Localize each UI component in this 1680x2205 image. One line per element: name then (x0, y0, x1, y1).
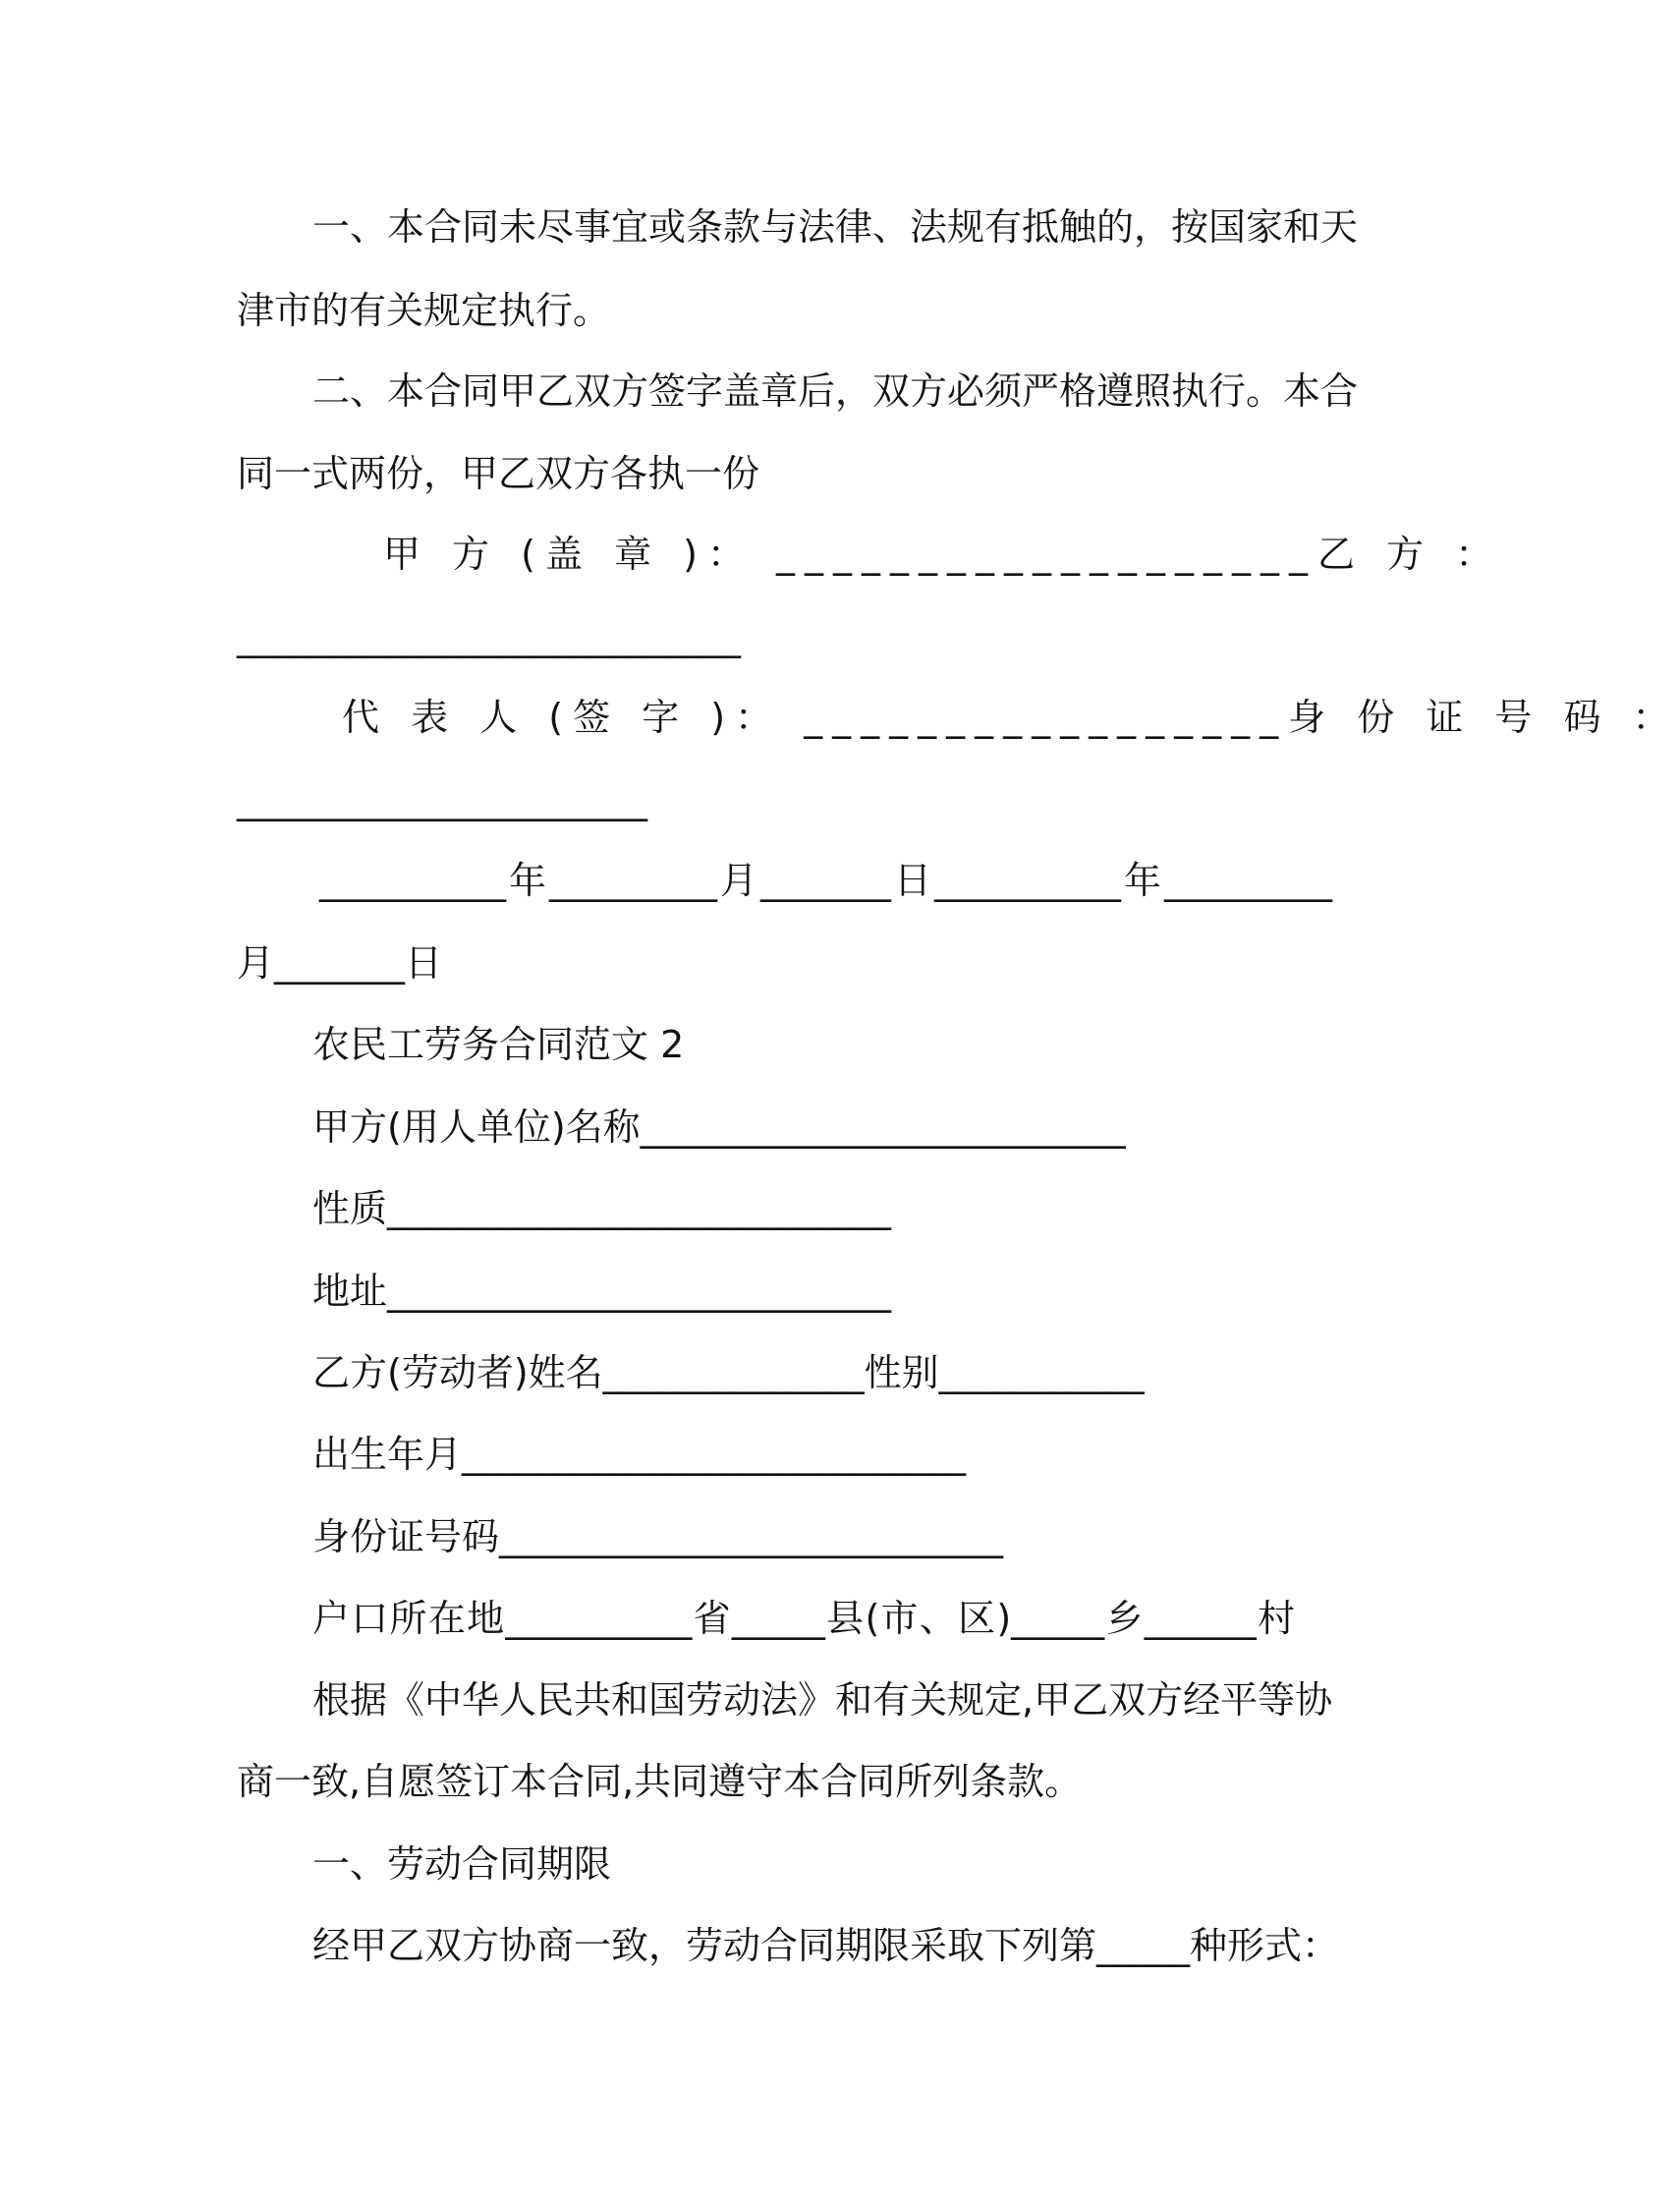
representative-line: 代 表 人 (签 字 )： _________________身 份 证 号 码 ： (342, 696, 1680, 739)
clause-two-line-1: 二、本合同甲乙双方签字盖章后，双方必须严格遵照执行。本合 (312, 369, 1359, 413)
basis-line-2: 商一致,自愿签订本合同,共同遵守本合同所列条款。 (237, 1760, 1083, 1803)
section-title: 农民工劳务合同范文 2 (312, 1023, 685, 1066)
worker-id-line: 身份证号码___________________________ (312, 1515, 1004, 1558)
worker-name-gender-line: 乙方(劳动者)姓名______________性别___________ (312, 1351, 1145, 1394)
birth-date-line: 出生年月___________________________ (312, 1433, 967, 1476)
basis-line-1: 根据《中华人民共和国劳动法》和有关规定,甲乙双方经平等协 (312, 1678, 1333, 1722)
clause-two-line-2: 同一式两份，甲乙双方各执一份 (237, 452, 760, 495)
contract-term-form-line: 经甲乙双方协商一致，劳动合同期限采取下列第_____种形式： (312, 1924, 1340, 1967)
contract-term-heading: 一、劳动合同期限 (312, 1842, 612, 1886)
household-registration-line: 户口所在地__________省_____县(市、区)_____乡______村 (312, 1597, 1295, 1640)
party-a-seal-line: 甲 方 (盖 章 )： ___________________乙 方 ： (383, 533, 1503, 576)
clause-one-line-1: 一、本合同未尽事宜或条款与法律、法规有抵触的，按国家和天 (312, 205, 1359, 249)
date-line-1: __________年_________月_______日__________年_________ (319, 859, 1332, 902)
clause-one-line-2: 津市的有关规定执行。 (237, 289, 611, 332)
party-b-blank-line: ___________________________ (237, 615, 741, 658)
nature-line: 性质___________________________ (312, 1187, 892, 1230)
date-line-2: 月_______日 (237, 941, 443, 985)
id-number-blank-line: ______________________ (237, 778, 647, 821)
address-line: 地址___________________________ (312, 1270, 892, 1313)
employer-name-line: 甲方(用人单位)名称__________________________ (312, 1105, 1126, 1149)
